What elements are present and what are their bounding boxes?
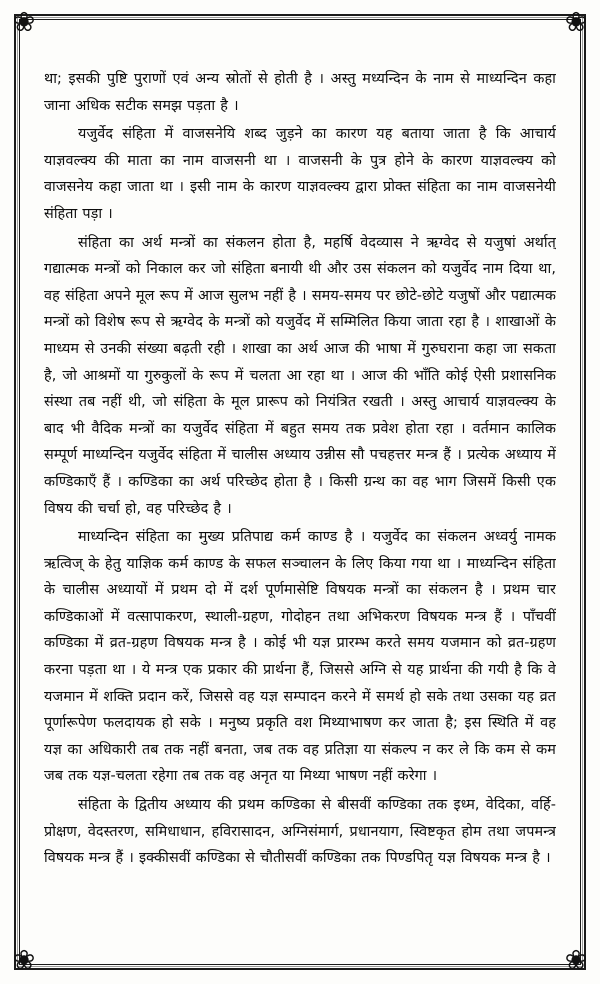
floral-corner-ornament-icon: ❀ bbox=[12, 945, 36, 976]
page-text-body bbox=[44, 66, 556, 922]
paragraph: माध्यन्दिन संहिता का मुख्य प्रतिपाद्य कर्म काण्ड है । यजुर्वेद का संकलन अध्वर्यु नामक ऋत्विज् के हेतु याज्ञिक कर्म काण्ड के सफल सञ्चालन के लिए किया गया था । माध्यन्दिन संहिता के चालीस अध्यायों में प्रथम दो में दर्श पूर्णमासेष्टि विषयक मन्त्रों का संकलन है । प्रथम चार कण्डिकाओं में वत्सापाकरण, स्थाली-ग्रहण, गोदोहन तथा अभिकरण विषयक मन्त्र हैं । पाँचवीं कण्डिका में व्रत-ग्रहण विषयक मन्त्र है । कोई भी यज्ञ प्रारम्भ करते समय यजमान को व्रत-ग्रहण करना पड़ता था । ये मन्त्र एक प्रकार की प्रार्थना हैं, जिससे अग्नि से यह प्रार्थना की गयी है कि वे यजमान में शक्ति प्रदान करें, जिससे वह यज्ञ सम्पादन करने में समर्थ हो सके तथा उसका यह व्रत पूर्णारूपेण फलदायक हो सके । मनुष्य प्रकृति वश मिथ्याभाषण कर जाता है; इस स्थिति में वह यज्ञ का अधिकारी तब तक नहीं बनता, जब तक वह प्रतिज्ञा या संकल्प न कर ले कि कम से कम जब तक यज्ञ-चलता रहेगा तब तक वह अनृत या मिथ्या भाषण नहीं करेगा । bbox=[44, 529, 556, 785]
floral-corner-ornament-icon: ❀ bbox=[564, 7, 588, 38]
paragraph: यजुर्वेद संहिता में वाजसनेयि शब्द जुड़ने का कारण यह बताया जाता है कि आचार्य याज्ञवल्क्य की माता का नाम वाजसनी था । वाजसनी के पुत्र होने के कारण याज्ञवल्क्य को वाजसनेय कहा जाता था । इसी नाम के कारण याज्ञवल्क्य द्वारा प्रोक्त संहिता का नाम वाजसनेयी संहिता पड़ा । bbox=[44, 126, 556, 222]
paragraph: संहिता के द्वितीय अध्याय की प्रथम कण्डिका से बीसवीं कण्डिका तक इध्म, वेदिका, वर्हि-प्रोक्षण, वेदस्तरण, समिधाधान, हविरासादन, अग्निसंमार्ग, प्रधानयाग, स्विष्टकृत होम तथा जपमन्त्र विषयक मन्त्र हैं । इक्कीसवीं कण्डिका से चौतीसवीं कण्डिका तक पिण्डपितृ यज्ञ विषयक मन्त्र है । bbox=[44, 797, 556, 867]
paragraph: संहिता का अर्थ मन्त्रों का संकलन होता है, महर्षि वेदव्यास ने ऋग्वेद से यजुषां अर्थात् गद्यात्मक मन्त्रों को निकाल कर जो संहिता बनायी थी और उस संकलन को यजुर्वेद नाम दिया था, वह संहिता अपने मूल रूप में आज सुलभ नहीं है । समय-समय पर छोटे-छोटे यजुषों और पद्यात्मक मन्त्रों को विशेष रूप से ऋग्वेद के मन्त्रों को यजुर्वेद में सम्मिलित किया जाता रहा है । शाखाओं के माध्यम से उनकी संख्या बढ़ती रही । शाखा का अर्थ आज की भाषा में गुरुघराना कहा जा सकता है, जो आश्रमों या गुरुकुलों के रूप में चलता आ रहा था । आज की भाँति कोई ऐसी प्रशासनिक संस्था तब नहीं थी, जो संहिता के मूल प्रारूप को नियंत्रित रखती । अस्तु आचार्य याज्ञवल्क्य के बाद भी वैदिक मन्त्रों का यजुर्वेद संहिता में बहुत समय तक प्रवेश होता रहा । वर्तमान कालिक सम्पूर्ण माध्यन्दिन यजुर्वेद संहिता में चालीस अध्याय उन्नीस सौ पचहत्तर मन्त्र हैं । प्रत्येक अध्याय में कण्डिकाएँ हैं । कण्डिका का अर्थ परिच्छेद होता है । किसी ग्रन्थ का वह भाग जिसमें किसी एक विषय की चर्चा हो, वह परिच्छेद है । bbox=[44, 234, 556, 517]
floral-corner-ornament-icon: ❀ bbox=[564, 945, 588, 976]
paragraph: था; इसकी पुष्टि पुराणों एवं अन्य स्रोतों से होती है । अस्तु मध्यन्दिन के नाम से माध्यन्दिन कहा जाना अधिक सटीक समझ पड़ता है । bbox=[44, 71, 556, 114]
floral-corner-ornament-icon: ❀ bbox=[12, 7, 36, 38]
